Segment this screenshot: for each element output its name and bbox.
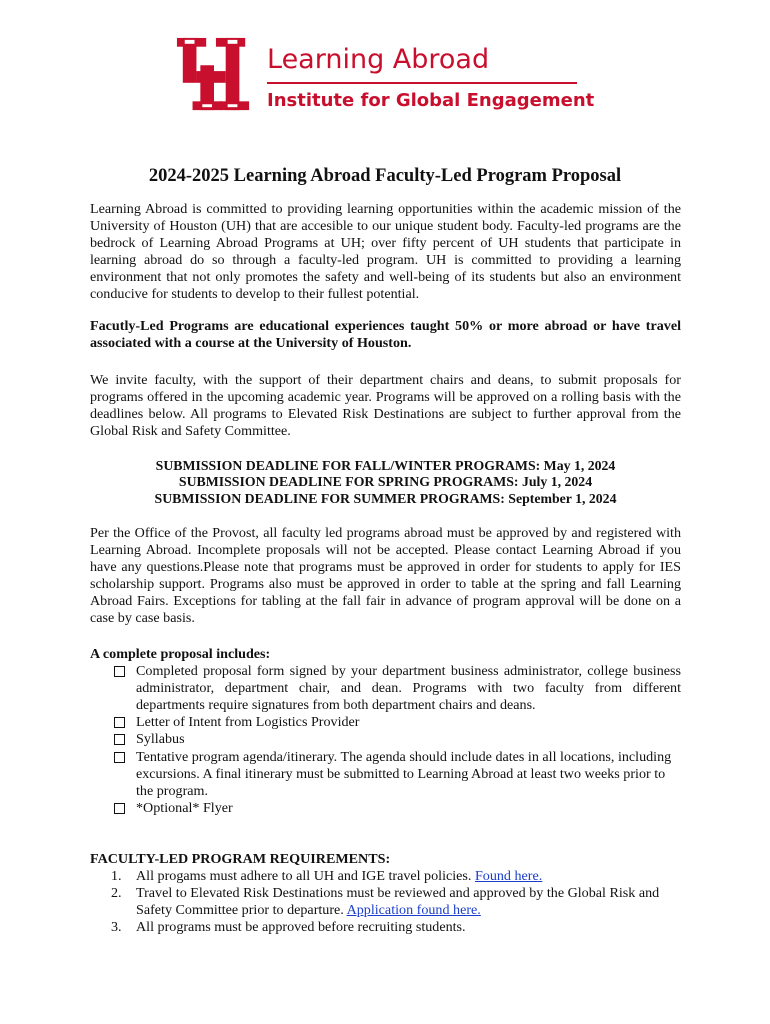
checkbox-icon[interactable] <box>114 717 125 728</box>
checklist-item-label: Syllabus <box>136 731 185 748</box>
travel-policies-link[interactable]: Found here. <box>474 868 543 885</box>
brand-divider <box>267 82 577 84</box>
requirement-item <box>90 885 681 919</box>
checklist-item <box>90 749 681 800</box>
checklist-item <box>90 731 681 748</box>
requirement-text: All progams must adhere to all UH and IGE travel policies. <box>136 868 475 885</box>
page-title: 2024-2025 Learning Abroad Faculty-Led Program Proposal <box>148 166 622 186</box>
checkbox-icon[interactable] <box>114 752 125 763</box>
requirements-heading: FACULTY-LED PROGRAM REQUIREMENTS: <box>90 851 391 867</box>
requirement-item <box>90 868 681 885</box>
checklist-item-label: Tentative program agenda/itinerary. The agenda should include dates in all locations, including excursions. A final itinerary must be submitted to Learning Abroad at least two weeks prior to the program. <box>136 748 672 799</box>
checklist-item <box>90 663 681 714</box>
checklist-item <box>90 714 681 731</box>
requirement-text: All programs must be approved before recruiting students. <box>136 919 466 936</box>
provost-paragraph: Per the Office of the Provost, all faculty led programs abroad must be approved by and registered with Learning Abroad. Incomplete proposals will not be accepted. Please contact Learning Abroad if you have any questions.Please note that programs must be approved in order for students to apply for IES scholarship support. Programs also must be approved in order to table at the spring and fall Learning Abroad Fairs. Exceptions for tabling at the fall fair in advance of program approval will be done on a case by case basis. <box>90 525 681 627</box>
deadlines-block <box>90 458 681 507</box>
deadline-summer: SUBMISSION DEADLINE FOR SUMMER PROGRAMS: September 1, 2024 <box>154 490 617 506</box>
requirement-number: 1. <box>111 868 122 885</box>
requirement-number: 2. <box>111 885 122 902</box>
deadline-spring: SUBMISSION DEADLINE FOR SPRING PROGRAMS: July 1, 2024 <box>178 474 593 490</box>
proposal-includes-section <box>90 646 681 817</box>
brand-subtitle: Institute for Global Engagement <box>267 90 595 111</box>
requirements-list <box>90 868 681 936</box>
includes-heading: A complete proposal includes: <box>90 646 271 662</box>
application-link[interactable]: Application found here. <box>346 902 481 919</box>
invite-paragraph: We invite faculty, with the support of their department chairs and deans, to submit proposals for programs offered in the upcoming academic year. Programs will be approved on a rolling basis with the deadlines below. All programs to Elevated Risk Destinations are subject to further approval from the Global Risk and Safety Committee. <box>90 372 681 440</box>
checklist-item <box>90 800 681 817</box>
includes-checklist <box>90 663 681 817</box>
checkbox-icon[interactable] <box>114 734 125 745</box>
checkbox-icon[interactable] <box>114 803 125 814</box>
checklist-item-label: Completed proposal form signed by your department business administrator, college business administrator, department chair, and dean. Programs with two faculty from different departments require signatures from both department chairs and deans. <box>136 663 681 714</box>
brand-title: Learning Abroad <box>267 44 490 75</box>
checklist-item-label: *Optional* Flyer <box>136 799 233 816</box>
checklist-item-label: Letter of Intent from Logistics Provider <box>136 714 360 731</box>
requirement-text: Travel to Elevated Risk Destinations must be reviewed and approved by the Global Risk and Safety Committee prior to departure. <box>136 885 660 919</box>
requirements-section <box>90 851 681 936</box>
requirement-item <box>90 919 681 936</box>
uh-logo-icon <box>175 36 253 114</box>
header-logo <box>175 36 595 116</box>
checkbox-icon[interactable] <box>114 666 125 677</box>
deadline-fall-winter: SUBMISSION DEADLINE FOR FALL/WINTER PROGRAMS: May 1, 2024 <box>155 458 616 473</box>
intro-paragraph: Learning Abroad is committed to providing learning opportunities within the academic mission of the University of Houston (UH) that are accesible to our unique student body. Faculty-led programs are the bedrock of Learning Abroad Programs at UH; over fifty percent of UH students that participate in learning abroad do so through a faculty-led program. UH is committed to providing a learning environment that not only promotes the safety and well-being of its students but also an environment conducive for students to develop to their fullest potential. <box>90 201 681 303</box>
definition-paragraph: Facutly-Led Programs are educational experiences taught 50% or more abroad or have travel associated with a course at the University of Houston. <box>90 318 681 352</box>
requirement-number: 3. <box>111 919 122 936</box>
